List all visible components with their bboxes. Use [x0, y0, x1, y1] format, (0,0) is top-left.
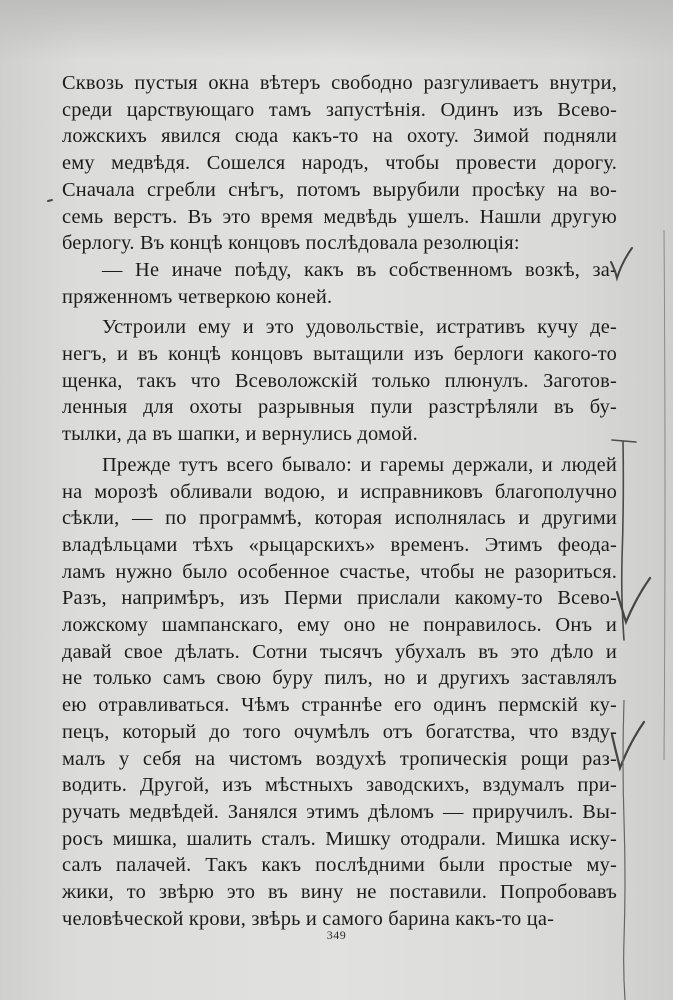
text-line: щенка, такъ что Всеволожскій только плюнулъ. Заготов-: [62, 369, 617, 392]
page-number: 349: [326, 928, 347, 942]
text-line: Сначала сгребли снѣгъ, потомъ вырубили просѣку на во-: [62, 178, 617, 201]
text-line: Сквозь пустыя окна вѣтеръ свободно разгуливаетъ внутри,: [62, 72, 617, 94]
text-line: тылки, да въ шапки, и вернулись домой.: [62, 423, 418, 446]
text-line: семь верстъ. Въ это время медвѣдь ушелъ. Нашли другую: [62, 205, 617, 228]
text-line: салъ палачей. Такъ какъ послѣдними были простые му-: [62, 854, 617, 877]
text-line: Разъ, напримѣръ, изъ Перми прислали какому-то Всево-: [62, 587, 617, 610]
check-mark-icon: [617, 578, 650, 622]
page-edge-line: [664, 230, 665, 760]
text-line: Прежде тутъ всего бывало: и гаремы держали, и людей: [102, 453, 617, 476]
text-line: Устроили ему и это удовольствіе, истративъ кучу де-: [102, 316, 617, 339]
paragraph: [62, 452, 617, 933]
text-line: ею отравливаться. Чѣмъ страннѣе его одинъ пермскій ку-: [62, 694, 617, 717]
paragraph: [62, 257, 617, 310]
text-line: — Не иначе поѣду, какъ въ собственномъ возкѣ, за-: [102, 258, 617, 281]
text-line: ему медвѣдя. Сошелся народъ, чтобы провести дорогу.: [62, 152, 617, 175]
text-line: сѣкли, — по программѣ, которая исполнялась и другими: [62, 507, 617, 530]
text-line: негъ, и въ концѣ концовъ вытащили изъ берлоги какого-то: [62, 343, 617, 366]
text-line: пецъ, который до того очумѣлъ отъ богатства, что взду-: [62, 720, 617, 743]
text-line: не только самъ свою буру пилъ, но и другихъ заставлялъ: [62, 667, 617, 690]
text-line: жики, то звѣрю это въ вину не поставили. Попробовавъ: [62, 881, 617, 904]
text-line: росъ мишка, шалить сталъ. Мишку отодрали. Мишка иску-: [62, 827, 617, 850]
text-line: малъ у себя на чистомъ воздухѣ тропическія рощи раз-: [62, 747, 617, 770]
text-line: среди царствующаго тамъ запустѣнія. Одинъ изъ Всево-: [62, 98, 617, 121]
margin-dot-icon: [48, 200, 52, 201]
text-line: ламъ нужно было особенное счастье, чтобы не разориться.: [62, 560, 617, 583]
text-line: берлогу. Въ концѣ концовъ послѣдовала резолюція:: [62, 232, 520, 255]
text-line: ручать медвѣдей. Занялся этимъ дѣломъ — приручилъ. Вы-: [62, 800, 617, 823]
paragraph: [62, 70, 617, 257]
paragraph: [62, 314, 617, 448]
text-line: ленныя для охоты разрывныя пули разстрѣляли въ бу-: [62, 396, 617, 419]
text-line: ложскому шампанскаго, ему оно не понравилось. Онъ и: [62, 614, 617, 637]
text-line: водить. Другой, изъ мѣстныхъ заводскихъ, вздумалъ при-: [62, 774, 617, 797]
text-line: давай свое дѣлать. Сотни тысячъ убухалъ въ это дѣло и: [62, 640, 617, 663]
text-line: пряженномъ четверкою коней.: [62, 285, 333, 308]
text-line: ложскихъ явился сюда какъ-то на охоту. Зимой подняли: [62, 125, 617, 148]
margin-line-icon: [623, 700, 625, 1000]
text-line: владѣльцами тѣхъ «рыцарскихъ» временъ. Этимъ феода-: [62, 533, 617, 556]
text-line: на морозѣ обливали водою, и исправниковъ благополучно: [62, 480, 617, 503]
body-text: [62, 70, 617, 933]
text-line: человѣческой крови, звѣрь и самого барина какъ-то ца-: [62, 907, 555, 930]
